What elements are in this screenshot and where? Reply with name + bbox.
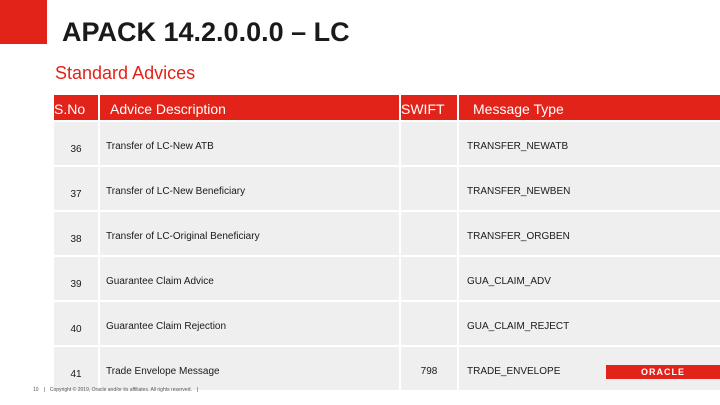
cell-sno: 36 (54, 122, 98, 165)
footer-separator: | (196, 387, 199, 393)
cell-swift (401, 122, 457, 165)
column-header-description: Advice Description (100, 95, 399, 120)
page-title: APACK 14.2.0.0.0 – LC (62, 17, 350, 47)
oracle-logo: ORACLE (641, 367, 685, 377)
cell-sno: 38 (54, 212, 98, 255)
table-row (54, 122, 720, 165)
cell-message-type: TRANSFER_NEWBEN (459, 167, 720, 210)
table-row (54, 257, 720, 300)
table-row (54, 212, 720, 255)
cell-message-type: TRADE_ENVELOPE (459, 347, 720, 390)
table-header-row (54, 95, 720, 120)
cell-description: Trade Envelope Message (100, 347, 399, 390)
cell-swift: 798 (401, 347, 457, 390)
copyright-text: Copyright © 2019, Oracle and/or its affiliates. All rights reserved. (49, 387, 192, 393)
cell-swift (401, 257, 457, 300)
cell-sno: 37 (54, 167, 98, 210)
cell-sno: 41 (54, 347, 98, 390)
cell-description: Guarantee Claim Advice (100, 257, 399, 300)
cell-description: Transfer of LC-New Beneficiary (100, 167, 399, 210)
footer (33, 387, 203, 393)
cell-sno: 39 (54, 257, 98, 300)
cell-message-type: TRANSFER_ORGBEN (459, 212, 720, 255)
cell-description: Transfer of LC-New ATB (100, 122, 399, 165)
page-number: 10 (33, 387, 39, 393)
footer-separator: | (43, 387, 45, 393)
table-row (54, 167, 720, 210)
cell-message-type: GUA_CLAIM_REJECT (459, 302, 720, 345)
accent-bar (0, 0, 47, 44)
cell-message-type: TRANSFER_NEWATB (459, 122, 720, 165)
cell-message-type: GUA_CLAIM_ADV (459, 257, 720, 300)
table-row (54, 302, 720, 345)
cell-description: Transfer of LC-Original Beneficiary (100, 212, 399, 255)
cell-description: Guarantee Claim Rejection (100, 302, 399, 345)
cell-swift (401, 302, 457, 345)
cell-swift (401, 167, 457, 210)
column-header-swift: SWIFT (401, 95, 457, 120)
oracle-logo-bar (606, 365, 720, 379)
column-header-sno: S.No (54, 95, 98, 120)
cell-sno: 40 (54, 302, 98, 345)
cell-swift (401, 212, 457, 255)
advices-table (49, 93, 720, 393)
column-header-message-type: Message Type (459, 95, 720, 120)
page-subtitle: Standard Advices (55, 63, 196, 83)
